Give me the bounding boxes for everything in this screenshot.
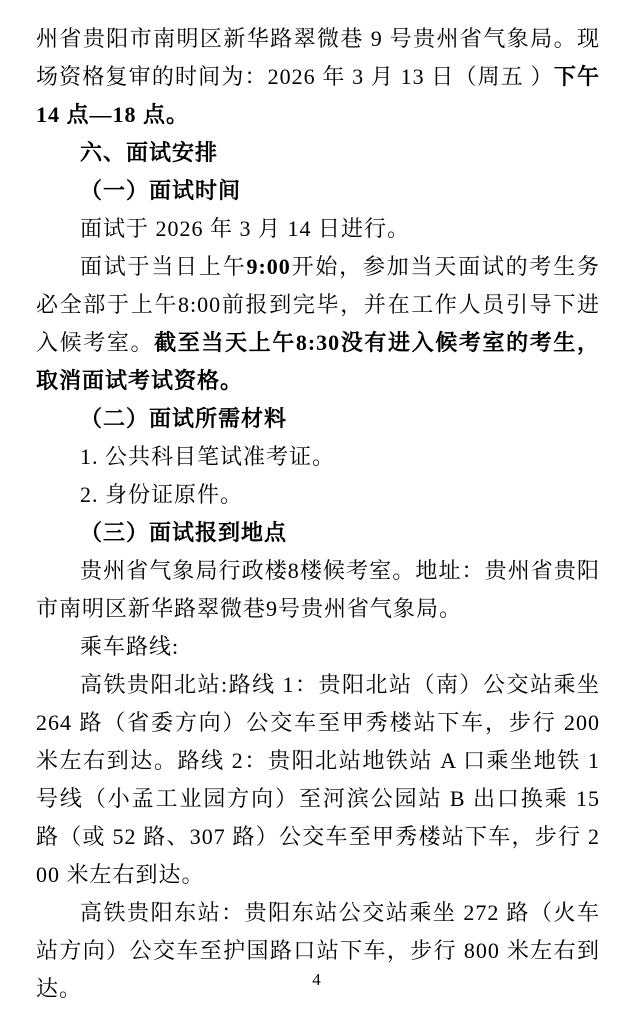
list-item-2: [36, 476, 600, 514]
text-run: 乘车路线:: [80, 634, 180, 659]
text-run-bold: 9:00: [246, 254, 291, 279]
heading-text: （三）面试报到地点: [80, 520, 288, 545]
text-run-bold: 截至当天上午8:30没有进入候考室的考生，取消面试考试资格。: [36, 330, 600, 393]
paragraph-route-east-station: [36, 894, 600, 1008]
text-run: 1. 公共科目笔试准考证。: [80, 444, 336, 469]
text-run: 2. 身份证原件。: [80, 482, 244, 507]
paragraph-interview-date: [36, 210, 600, 248]
paragraph-continuation: [36, 20, 600, 134]
text-run: 面试于当日上午: [80, 254, 247, 279]
text-run: 高铁贵阳东站：贵阳东站公交站乘坐 272 路（火车站方向）公交车至护国路口站下车，步行 800 米左右到达。: [36, 900, 600, 1001]
paragraph-route-north-station: [36, 666, 600, 894]
paragraph-location: [36, 552, 600, 628]
text-run: 面试于 2026 年 3 月 14 日进行。: [80, 216, 411, 241]
page-number: 4: [312, 970, 321, 989]
heading-report-location: [36, 514, 600, 552]
heading-text: 六、面试安排: [80, 140, 219, 165]
text-run: 高铁贵阳北站:路线 1：贵阳北站（南）公交站乘坐 264 路（省委方向）公交车至甲秀楼站下车，步行 200 米左右到达。路线 2：贵阳北站地铁站 A 口乘坐地铁 1 号线（小孟工业园方向）至河滨公园站 B 出口换乘 15 路（或 52 路、307 路）公交车至甲秀楼站下车，步行 200 米左右到达。: [36, 672, 600, 887]
heading-text: （一）面试时间: [80, 178, 242, 203]
text-run: 州省贵阳市南明区新华路翠微巷 9 号贵州省气象局。现场资格复审的时间为：2026 年 3 月 13 日（周五 ）: [36, 26, 600, 89]
text-run: 开始，参加当天面试的考生务必全部于上午8:00前报到完毕，并在工作人员引导下进入候考室。: [36, 254, 600, 355]
heading-materials: [36, 400, 600, 438]
paragraph-interview-start: [36, 248, 600, 400]
heading-interview-time: [36, 172, 600, 210]
paragraph-bus-routes-label: [36, 628, 600, 666]
text-run: 贵州省气象局行政楼8楼候考室。地址：贵州省贵阳市南明区新华路翠微巷9号贵州省气象局。: [36, 558, 600, 621]
heading-text: （二）面试所需材料: [80, 406, 288, 431]
text-run-bold: 下午 14 点—18 点。: [36, 64, 600, 127]
heading-section-six: [36, 134, 600, 172]
list-item-1: [36, 438, 600, 476]
